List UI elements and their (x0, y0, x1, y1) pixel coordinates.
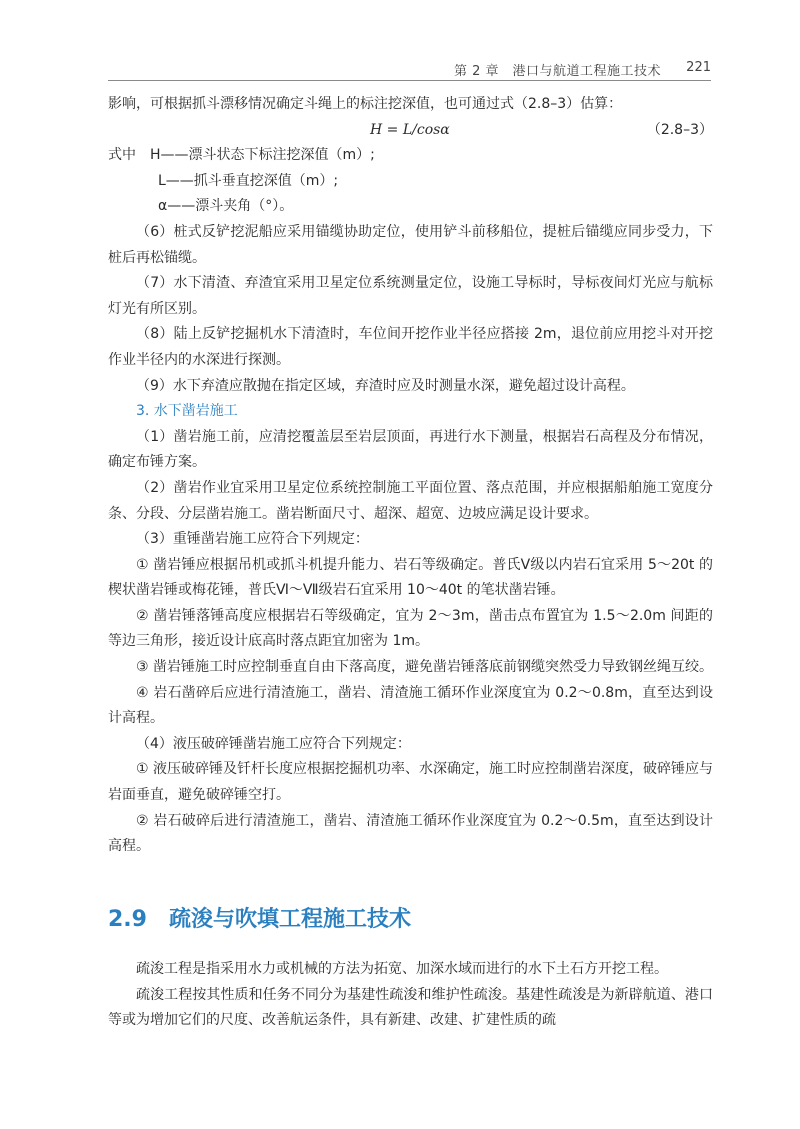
def-alpha: α——漂斗夹角（°）。 (158, 198, 294, 215)
list-item: （8）陆上反铲挖掘机水下清渣时，车位间开挖作业半径应搭接 2m，退位前应用挖斗对开挖作业半径内的水深进行探测。 (108, 326, 713, 368)
formula-line (108, 118, 713, 144)
page-number: 221 (686, 60, 711, 75)
paragraph: 疏浚工程按其性质和任务不同分为基建性疏浚和维护性疏浚。基建性疏浚是为新辟航道、港口等或为增加它们的尺度、改善航运条件，具有新建、改建、扩建性质的疏 (108, 986, 713, 1029)
def-h: H——漂斗状态下标注挖深值（m）; (150, 147, 375, 164)
paragraph: 疏浚工程是指采用水力或机械的方法为拓宽、加深水域而进行的水下土石方开挖工程。 (136, 961, 668, 977)
list-item: ① 凿岩锤应根据吊机或抓斗机提升能力、岩石等级确定。普氏Ⅴ级以内岩石宜采用 5～20t 的楔状凿岩锤或梅花锤，普氏Ⅵ～Ⅶ级岩石宜采用 10～40t 的笔状凿岩锤。 (108, 556, 713, 599)
list-item: ② 岩石破碎后进行清渣施工，凿岩、清渣施工循环作业深度宜为 0.2～0.5m，直至达到设计高程。 (108, 812, 713, 855)
list-item: （6）桩式反铲挖泥船应采用锚缆协助定位，使用铲斗前移船位，提桩后锚缆应同步受力，下桩后再松锚缆。 (108, 223, 713, 266)
list-item: （9）水下弃渣应散抛在指定区域，弃渣时应及时测量水深，避免超过设计高程。 (136, 377, 635, 394)
list-item: （2）凿岩作业宜采用卫星定位系统控制施工平面位置、落点范围，并应根据船舶施工宽度分条、分段、分层凿岩施工。凿岩断面尺寸、超深、超宽、边坡应满足设计要求。 (108, 479, 713, 522)
variable-definitions (108, 143, 713, 220)
list-item: ④ 岩石凿碎后应进行清渣施工，凿岩、清渣施工循环作业深度宜为 0.2～0.8m，直至达到设计高程。 (108, 684, 713, 727)
intro-paragraph: 影响，可根据抓斗漂移情况确定斗绳上的标注挖深值，也可通过式（2.8–3）估算： (108, 96, 623, 112)
defs-lead: 式中 (108, 147, 136, 164)
subheading: 3. 水下凿岩施工 (136, 403, 238, 420)
list-item: ③ 凿岩锤施工时应控制垂直自由下落高度，避免凿岩锤落底前钢缆突然受力导致钢丝绳互绞。 (136, 659, 713, 676)
list-item: （4）液压破碎锤凿岩施工应符合下列规定： (136, 735, 411, 752)
section-title: 疏浚与吹填工程施工技术 (168, 907, 411, 932)
formula: H = L/cosα (370, 121, 450, 138)
list-item: （1）凿岩施工前，应清挖覆盖层至岩层顶面，再进行水下测量，根据岩石高程及分布情况，确定布锤方案。 (108, 428, 713, 471)
list-item: （7）水下清渣、弃渣宜采用卫星定位系统测量定位，设施工导标时，导标夜间灯光应与航标灯光有所区别。 (108, 275, 713, 317)
def-l: L——抓斗垂直挖深值（m）; (158, 172, 339, 189)
body-text (108, 92, 713, 860)
running-header (108, 58, 711, 81)
list-item: ② 凿岩锤落锤高度应根据岩石等级确定，宜为 2～3m，凿击点布置宜为 1.5～2.0m 间距的等边三角形，接近设计底高时落点距宜加密为 1m。 (108, 607, 713, 650)
section-body (108, 957, 713, 1034)
chapter-title: 第 2 章 港口与航道工程施工技术 (453, 64, 661, 79)
formula-number: （2.8–3） (646, 121, 713, 138)
list-item: （3）重锤凿岩施工应符合下列规定： (136, 531, 369, 548)
list-item: ① 液压破碎锤及钎杆长度应根据挖掘机功率、水深确定，施工时应控制凿岩深度，破碎锤应与岩面垂直，避免破碎锤空打。 (108, 761, 713, 804)
section-heading (108, 902, 713, 933)
section-number: 2.9 (108, 907, 147, 932)
